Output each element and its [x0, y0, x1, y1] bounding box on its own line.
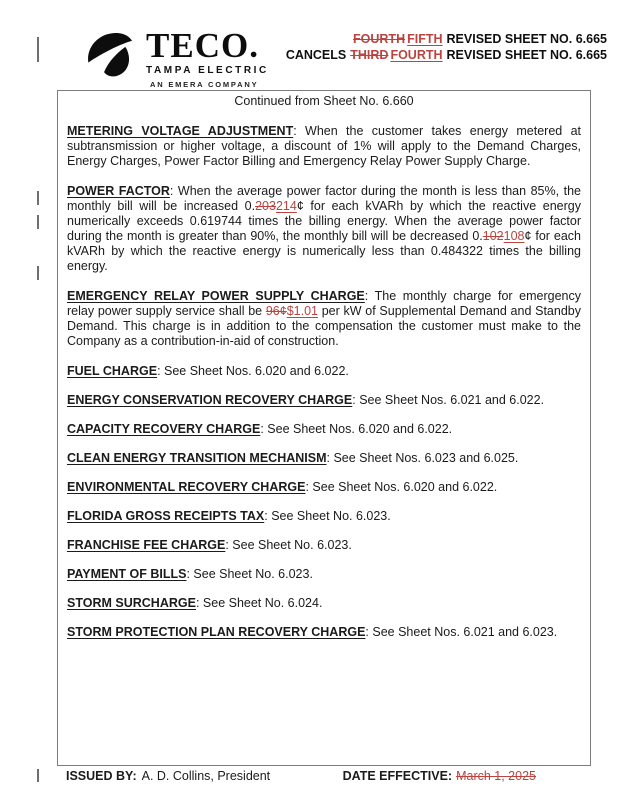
paragraph-emergency-relay-charge: [67, 289, 581, 349]
logo-wordmark: TECO.: [146, 26, 259, 65]
section-heading: METERING VOLTAGE ADJUSTMENT: [67, 124, 294, 138]
section-text: : See Sheet No. 6.023.: [186, 567, 313, 581]
issued-by-label: ISSUED BY:: [66, 769, 137, 783]
section-text: ¢ for each kVARh by which the reactive energy is numerically less than 0.484322 times the billing energy.: [67, 229, 581, 273]
section-heading: EMERGENCY RELAY POWER SUPPLY CHARGE: [67, 289, 365, 303]
removed-revision-text: THIRD: [350, 48, 389, 62]
removed-revision-text: FOURTH: [353, 32, 406, 46]
section-heading: CLEAN ENERGY TRANSITION MECHANISM: [67, 451, 327, 465]
section-heading: PAYMENT OF BILLS: [67, 567, 187, 581]
paragraph-power-factor: [67, 184, 581, 274]
section-text: : See Sheet No. 6.024.: [195, 596, 323, 610]
sheet-box: [57, 90, 591, 766]
section-heading: ENERGY CONSERVATION RECOVERY CHARGE: [67, 393, 353, 407]
revised-sheet-no: REVISED SHEET NO. 6.665: [446, 48, 607, 62]
teco-logo-text: [146, 28, 269, 89]
change-bar: [37, 215, 39, 229]
section-text: : See Sheet Nos. 6.021 and 6.022.: [352, 393, 545, 407]
added-revision-text: FOURTH: [390, 48, 443, 62]
removed-value: 102: [482, 229, 504, 243]
continued-from-line: Continued from Sheet No. 6.660: [234, 94, 414, 108]
section-heading: FLORIDA GROSS RECEIPTS TAX: [67, 509, 265, 523]
change-bar: [37, 266, 39, 280]
tampa-electric-label: TAMPA ELECTRIC: [146, 65, 269, 76]
section-text: : When the average power factor during the month is less than 85%, the monthly bill will be increased 0.: [67, 184, 581, 213]
removed-value: 203: [255, 199, 276, 213]
change-bar: [37, 769, 39, 782]
tariff-item-florida-gross-receipts-tax: [67, 509, 581, 524]
tariff-item-clean-energy-transition: [67, 451, 581, 466]
section-heading: STORM PROTECTION PLAN RECOVERY CHARGE: [67, 625, 366, 639]
revision-line-1: [286, 31, 607, 47]
section-heading: CAPACITY RECOVERY CHARGE: [67, 422, 261, 436]
tariff-item-franchise-fee-charge: [67, 538, 581, 553]
tariff-item-capacity-recovery: [67, 422, 581, 437]
added-value: 214: [275, 199, 297, 213]
change-bar: [37, 191, 39, 205]
section-text: : See Sheet No. 6.023.: [225, 538, 352, 552]
emera-company-label: AN EMERA COMPANY: [150, 80, 259, 89]
cancels-label: CANCELS: [285, 48, 347, 62]
section-heading: FRANCHISE FEE CHARGE: [67, 538, 226, 552]
section-text: : The monthly charge for emergency relay power supply service shall be: [67, 289, 581, 318]
section-text: : When the customer takes energy metered at subtransmission or higher voltage, a discount of 1% will apply to the Demand Charges, Energy Charges, Power Factor Billing and Emergency Relay Power Supply Charge.: [67, 124, 581, 168]
section-heading: FUEL CHARGE: [67, 364, 158, 378]
tariff-item-energy-conservation: [67, 393, 581, 408]
tariff-item-payment-of-bills: [67, 567, 581, 582]
date-effective-value-removed: March 1, 2025: [456, 769, 536, 783]
section-heading: STORM SURCHARGE: [67, 596, 196, 610]
section-text: : See Sheet Nos. 6.020 and 6.022.: [305, 480, 498, 494]
tariff-item-environmental-recovery: [67, 480, 581, 495]
tariff-item-fuel-charge: [67, 364, 581, 379]
revised-sheet-no: REVISED SHEET NO. 6.665: [446, 32, 607, 46]
section-text: ¢ for each kVARh by which the reactive energy numerically exceeds 0.619744 times the billing energy. When the average power factor during the month is greater than 90%, the monthly bill will be decreased 0.: [67, 199, 581, 243]
section-heading: ENVIRONMENTAL RECOVERY CHARGE: [67, 480, 306, 494]
teco-logo-mark: [84, 29, 142, 85]
section-text: : See Sheet Nos. 6.020 and 6.022.: [260, 422, 453, 436]
sheet-footer: [66, 769, 536, 784]
section-heading: POWER FACTOR: [67, 184, 170, 198]
section-text: : See Sheet No. 6.023.: [264, 509, 391, 523]
added-revision-text: FIFTH: [407, 32, 443, 46]
tariff-item-storm-protection-plan: [67, 625, 581, 640]
revision-header: [286, 31, 607, 63]
section-text: : See Sheet Nos. 6.023 and 6.025.: [326, 451, 519, 465]
teco-flame-icon: [84, 29, 142, 85]
paragraph-metering-voltage-adjustment: [67, 124, 581, 169]
date-effective-label: DATE EFFECTIVE:: [342, 769, 453, 783]
section-text: : See Sheet Nos. 6.021 and 6.023.: [365, 625, 558, 639]
revision-line-2: [286, 47, 607, 63]
added-value: 108: [503, 229, 525, 243]
issued-by: [66, 769, 270, 784]
removed-value: 96¢: [265, 304, 287, 318]
issued-by-value: A. D. Collins, President: [141, 769, 271, 783]
tariff-item-storm-surcharge: [67, 596, 581, 611]
added-value: $1.01: [286, 304, 318, 318]
section-text: : See Sheet Nos. 6.020 and 6.022.: [157, 364, 349, 378]
section-text: per kW of Supplemental Demand and Standby Demand. This charge is in addition to the compensation the customer must make to the Company as a contribution-in-aid of construction.: [67, 304, 581, 348]
change-bar: [37, 37, 39, 62]
date-effective: [343, 769, 536, 784]
